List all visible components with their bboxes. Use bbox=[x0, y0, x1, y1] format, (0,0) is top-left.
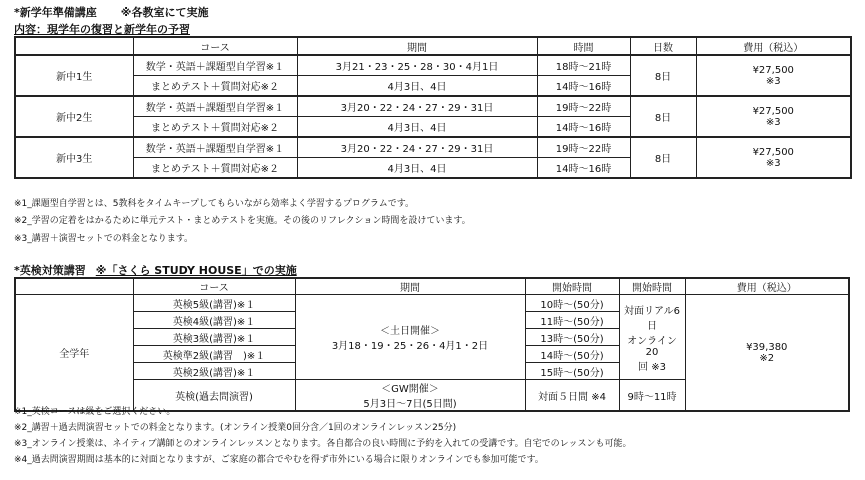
table-row bbox=[15, 137, 851, 158]
header-start-time: 開始時間 bbox=[525, 278, 619, 295]
time-cell: 13時～(50分) bbox=[525, 329, 619, 346]
period-cell: 3月20・22・24・27・29・31日 bbox=[297, 96, 537, 117]
header-start-time-2: 開始時間 bbox=[619, 278, 685, 295]
mode-line: 対面リアル6 bbox=[624, 305, 680, 317]
fee-note: ※3 bbox=[765, 116, 781, 128]
section2-title-line bbox=[14, 262, 297, 278]
fee-note: ※3 bbox=[765, 75, 781, 87]
section2-title: *英検対策講習 bbox=[14, 264, 86, 277]
time-cell: 10時～(50分) bbox=[525, 295, 619, 312]
footnote: ※3_オンライン授業は、ネイティブ講師とのオンラインレッスンとなります。各自都合の良い時間に予約を入れての受講です。自宅でのレッスンも可能。 bbox=[14, 439, 632, 449]
fee-cell bbox=[685, 295, 849, 412]
header-fee: 費用（税込） bbox=[696, 37, 851, 55]
table-row bbox=[15, 55, 851, 76]
footnote: ※1_英検コースは級をご選択ください。 bbox=[14, 407, 176, 417]
time-cell: 15時～(50分) bbox=[525, 363, 619, 380]
days-cell: 8日 bbox=[630, 55, 696, 96]
header-course: コース bbox=[133, 37, 297, 55]
header-period: 期間 bbox=[297, 37, 537, 55]
period-cell: 4月3日、4日 bbox=[297, 76, 537, 97]
mode-line: オンライン20 bbox=[627, 335, 677, 358]
fee-cell bbox=[696, 55, 851, 96]
header-time: 時間 bbox=[537, 37, 630, 55]
time-cell: 18時～21時 bbox=[537, 55, 630, 76]
course-cell: まとめテスト＋質問対応※２ bbox=[133, 117, 297, 138]
fee-amount: ¥27,500 bbox=[752, 105, 794, 117]
header-blank bbox=[15, 278, 133, 295]
section1-subtitle: 内容：現学年の復習と新学年の予習 bbox=[14, 23, 190, 36]
grade-cell: 新中1生 bbox=[15, 55, 133, 96]
fee-cell bbox=[696, 96, 851, 137]
footnote: ※4_過去問演習期間は基本的に対面となりますが、ご家庭の都合でやむを得ず市外にいる場合に限りオンラインでも参加可能です。 bbox=[14, 455, 544, 465]
mode-line: 日 bbox=[647, 320, 657, 332]
footnote: ※1_課題型自学習とは、5教科をタイムキープしてもらいながら効率よく学習するプログラムです。 bbox=[14, 199, 415, 209]
time-cell: 19時～22時 bbox=[537, 137, 630, 158]
fee-amount: ¥27,500 bbox=[752, 146, 794, 158]
fee-note: ※3 bbox=[765, 157, 781, 169]
time-cell: 14時～16時 bbox=[537, 76, 630, 97]
header-period: 期間 bbox=[295, 278, 525, 295]
table-header-row bbox=[15, 37, 851, 55]
grade-cell: 新中3生 bbox=[15, 137, 133, 178]
mode-cell: 対面５日間 ※4 bbox=[525, 380, 619, 412]
course-cell: 英検(過去問演習) bbox=[133, 380, 295, 412]
period-cell: 4月3日、4日 bbox=[297, 117, 537, 138]
time-cell: 14時～16時 bbox=[537, 117, 630, 138]
period-cell bbox=[295, 295, 525, 380]
period-dates: 3月18・19・25・26・4月1・2日 bbox=[331, 341, 489, 352]
section2-note: ※「さくら STUDY HOUSE」での実施 bbox=[95, 264, 297, 277]
fee-amount: ¥27,500 bbox=[752, 64, 794, 76]
time-cell: 14時～16時 bbox=[537, 158, 630, 179]
grade-cell: 全学年 bbox=[15, 295, 133, 412]
header-days: 日数 bbox=[630, 37, 696, 55]
header-course: コース bbox=[133, 278, 295, 295]
section1-title: *新学年準備講座 bbox=[14, 6, 97, 19]
table-header-row bbox=[15, 278, 849, 295]
period-cell bbox=[295, 380, 525, 412]
time-cell: 14時～(50分) bbox=[525, 346, 619, 363]
header-fee: 費用（税込） bbox=[685, 278, 849, 295]
table-row bbox=[15, 96, 851, 117]
section1-note: ※各教室にて実施 bbox=[120, 6, 209, 19]
grade-cell: 新中2生 bbox=[15, 96, 133, 137]
period-cell: 3月20・22・24・27・29・31日 bbox=[297, 137, 537, 158]
time-cell: 19時～22時 bbox=[537, 96, 630, 117]
time-cell: 11時～(50分) bbox=[525, 312, 619, 329]
course-cell: 英検3級(講習)※１ bbox=[133, 329, 295, 346]
fee-note: ※2 bbox=[759, 352, 775, 364]
fee-cell bbox=[696, 137, 851, 178]
course-cell: まとめテスト＋質問対応※２ bbox=[133, 76, 297, 97]
header-blank bbox=[15, 37, 133, 55]
footnote: ※3_講習＋演習セットでの料金となります。 bbox=[14, 234, 194, 244]
course-cell: 英検5級(講習)※１ bbox=[133, 295, 295, 312]
table-row bbox=[15, 295, 849, 312]
course-cell: 英検2級(講習)※１ bbox=[133, 363, 295, 380]
period-dates: 5月3日～7日(5日間) bbox=[363, 399, 457, 410]
days-cell: 8日 bbox=[630, 137, 696, 178]
course-cell: 英検準2級(講習 )※１ bbox=[133, 346, 295, 363]
time-cell: 9時～11時 bbox=[619, 380, 685, 412]
footnote: ※2_講習＋過去問演習セットでの料金となります。(オンライン授業0回分含／1回のオンラインレッスン25分) bbox=[14, 423, 457, 433]
course-cell: 数学・英語＋課題型自学習※１ bbox=[133, 55, 297, 76]
mode-line: 回 ※3 bbox=[638, 361, 666, 373]
section1-title-line bbox=[14, 4, 208, 20]
course-cell: まとめテスト＋質問対応※２ bbox=[133, 158, 297, 179]
mode-cell bbox=[619, 295, 685, 380]
eiken-course-table bbox=[14, 277, 850, 412]
fee-amount: ¥39,380 bbox=[746, 341, 788, 353]
course-cell: 英検4級(講習)※１ bbox=[133, 312, 295, 329]
period-label: ＜GW開催＞ bbox=[381, 384, 439, 395]
course-cell: 数学・英語＋課題型自学習※１ bbox=[133, 96, 297, 117]
course-cell: 数学・英語＋課題型自学習※１ bbox=[133, 137, 297, 158]
period-cell: 4月3日、4日 bbox=[297, 158, 537, 179]
new-grade-course-table bbox=[14, 36, 852, 179]
footnote: ※2_学習の定着をはかるために単元テスト・まとめテストを実施。その後のリフレクション時間を設けています。 bbox=[14, 216, 471, 226]
period-cell: 3月21・23・25・28・30・4月1日 bbox=[297, 55, 537, 76]
period-label: ＜土日開催＞ bbox=[380, 326, 440, 337]
days-cell: 8日 bbox=[630, 96, 696, 137]
